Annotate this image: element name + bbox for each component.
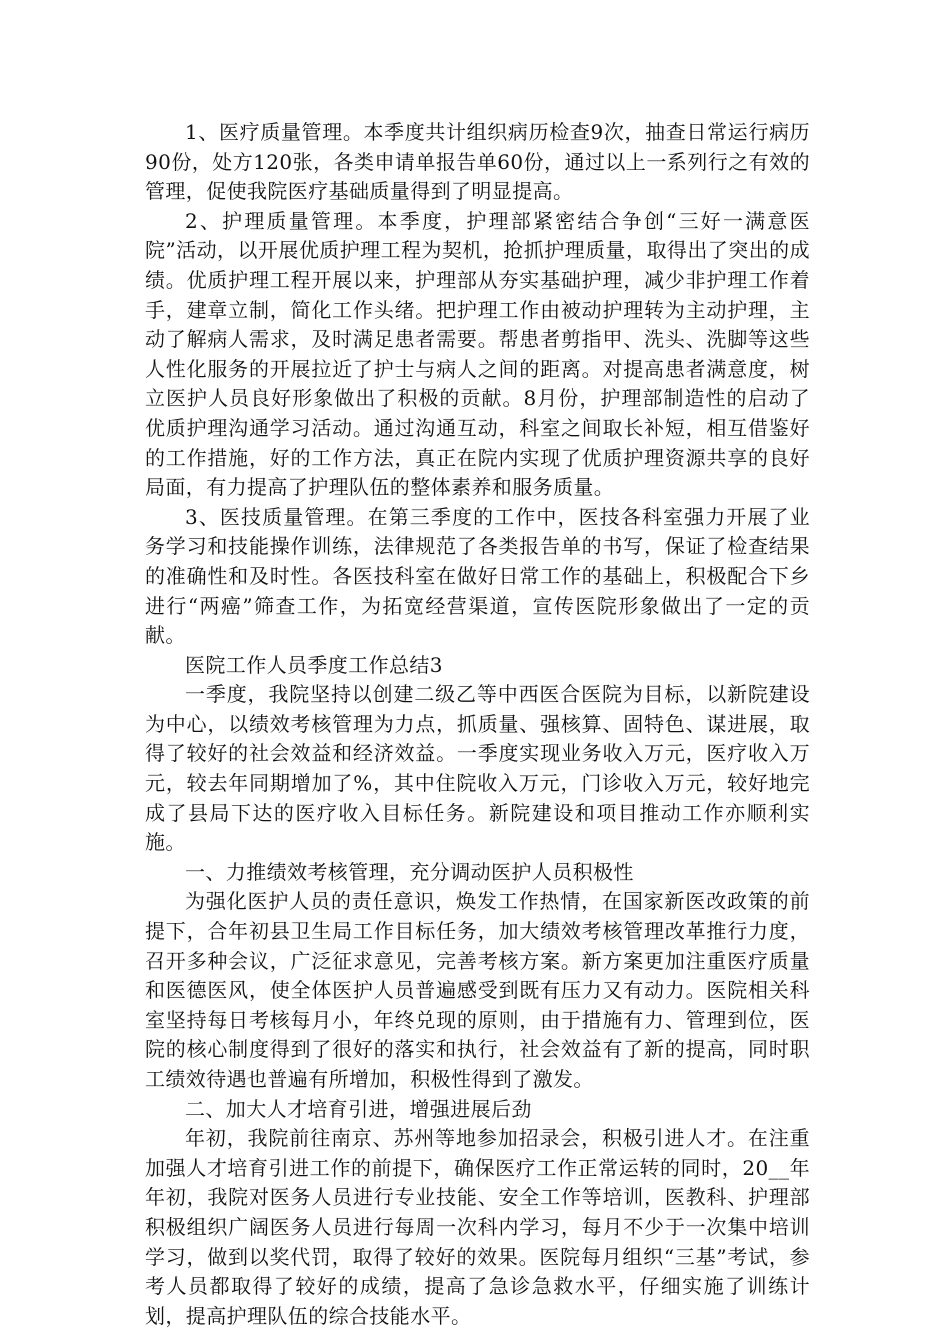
paragraph-performance-assessment: 为强化医护人员的责任意识，焕发工作热情，在国家新医改政策的前提下，合年初县卫生局工作目标任务，加大绩效考核管理改革推行力度，召开多种会议，广泛征求意见，完善考核方案。新方案更加注重医疗质量和医德医风，使全体医护人员普遍感受到既有压力又有动力。医院相关科室坚持每日考核每月小，年终兑现的原则，由于措施有力、管理到位，医院的核心制度得到了很好的落实和执行，社会效益有了新的提高，同时职工绩效待遇也普遍有所增加，积极性得到了激发。 — [145, 889, 810, 1091]
paragraph-talent-development: 年初，我院前往南京、苏州等地参加招录会，积极引进人才。在注重加强人才培育引进工作的前提下，确保医疗工作正常运转的同时，20__年年初，我院对医务人员进行专业技能、安全工作等培训，医教科、护理部积极组织广阔医务人员进行每周一次科内学习，每月不少于一次集中培训学习，做到以奖代罚，取得了较好的效果。医院每月组织“三基”考试，参考人员都取得了较好的成绩，提高了急诊急救水平，仔细实施了训练计划，提高护理队伍的综合技能水平。 — [145, 1126, 810, 1328]
heading-performance-assessment: 一、力推绩效考核管理，充分调动医护人员积极性 — [185, 859, 634, 884]
paragraph-medical-tech-quality: 3、医技质量管理。在第三季度的工作中，医技各科室强力开展了业务学习和技能操作训练，法律规范了各类报告单的书写，保证了检查结果的准确性和及时性。各医技科室在做好日常工作的基础上，积极配合下乡进行“两癌”筛查工作，为拓宽经营渠道，宣传医院形象做出了一定的贡献。 — [145, 504, 810, 648]
document-body — [145, 118, 810, 1331]
paragraph-nursing-quality: 2、护理质量管理。本季度，护理部紧密结合争创“三好一满意医院”活动，以开展优质护理工程为契机，抢抓护理质量，取得出了突出的成绩。优质护理工程开展以来，护理部从夯实基础护理，减少非护理工作着手，建章立制，简化工作头绪。把护理工作由被动护理转为主动护理，主动了解病人需求，及时满足患者需要。帮患者剪指甲、洗头、洗脚等这些人性化服务的开展拉近了护士与病人之间的距离。对提高患者满意度，树立医护人员良好形象做出了积极的贡献。8月份，护理部制造性的启动了优质护理沟通学习活动。通过沟通互动，科室之间取长补短，相互借鉴好的工作措施，好的工作方法，真正在院内实现了优质护理资源共享的良好局面，有力提高了护理队伍的整体素养和服务质量。 — [145, 208, 810, 500]
heading-talent-development: 二、加大人才培育引进，增强进展后劲 — [185, 1096, 532, 1121]
section-title: 医院工作人员季度工作总结3 — [185, 652, 443, 677]
paragraph-medical-quality: 1、医疗质量管理。本季度共计组织病历检查9次，抽查日常运行病历90份，处方120张，各类申请单报告单60份，通过以上一系列行之有效的管理，促使我院医疗基础质量得到了明显提高。 — [145, 120, 810, 204]
paragraph-first-quarter-summary: 一季度，我院坚持以创建二级乙等中西医合医院为目标，以新院建设为中心，以绩效考核管理为力点，抓质量、强核算、固特色、谋进展，取得了较好的社会效益和经济效益。一季度实现业务收入万元，医疗收入万元，较去年同期增加了%，其中住院收入万元，门诊收入万元，较好地完成了县局下达的医疗收入目标任务。新院建设和项目推动工作亦顺利实施。 — [145, 682, 810, 855]
